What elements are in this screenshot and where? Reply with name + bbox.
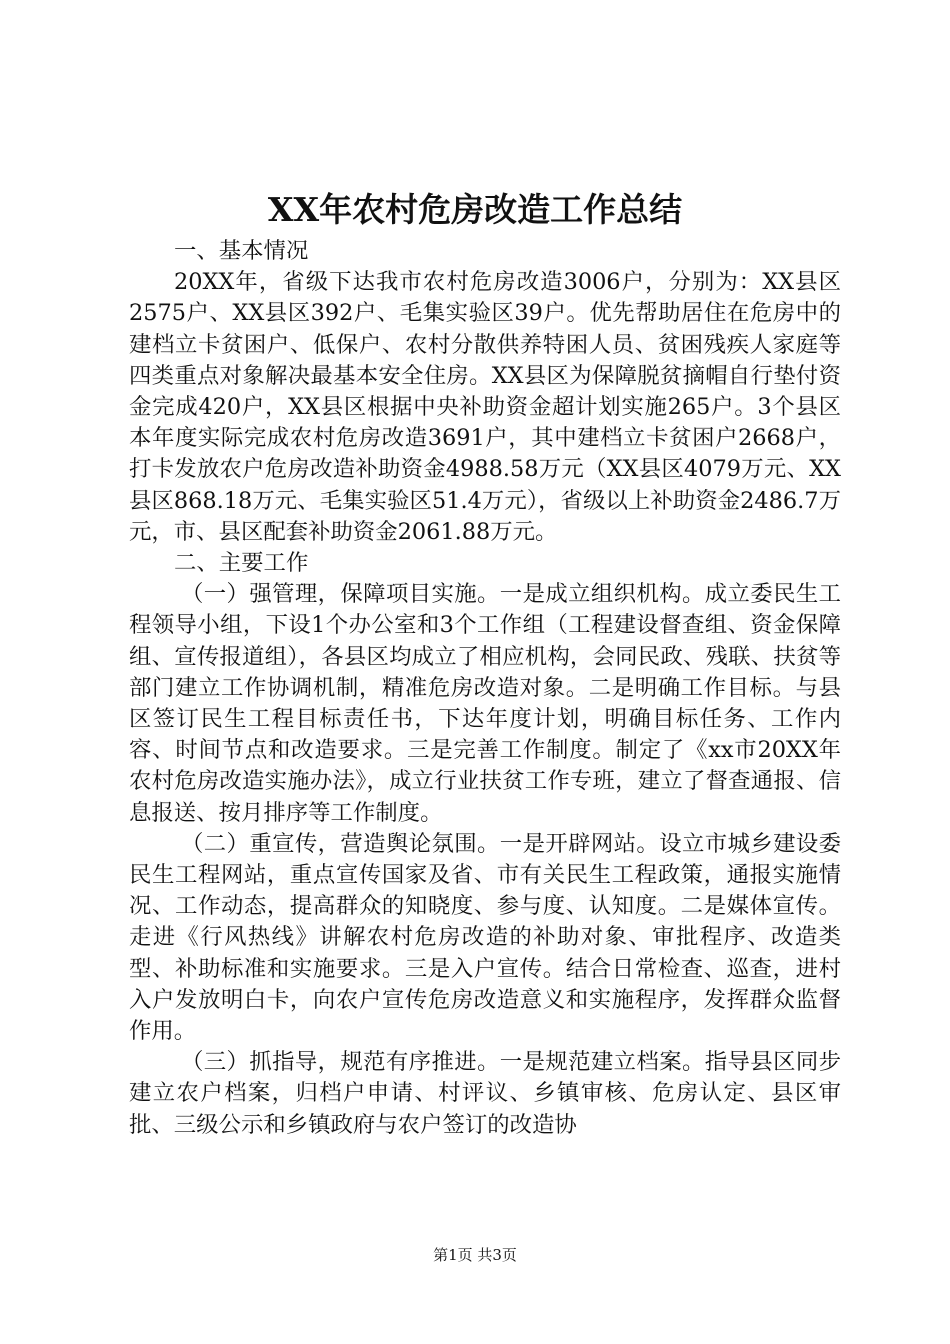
section-heading: 一、基本情况 — [174, 238, 309, 264]
section-heading: 二、主要工作 — [174, 550, 309, 577]
paragraph-management: （一）强管理，保障项目实施。一是成立组织机构。成立委民生工程领导小组，下设1个办公室和3个工作组（工程建设督查组、资金保障组、宣传报道组），各县区均成立了相应机构，会同民政、残联、扶贫等部门建立工作协调机制，精准危房改造对象。二是明确工作目标。与县区签订民生工程目标责任书，下达年度计划，明确目标任务、工作内容、时间节点和改造要求。三是完善工作制度。制定了《xx市20XX年农村危房改造实施办法》，成立行业扶贫工作专班，建立了督查通报、信息报送、按月排序等工作制度。 — [129, 581, 841, 826]
document-title: XX年农村危房改造工作总结 — [267, 190, 683, 229]
document-body — [129, 236, 841, 1141]
page-footer: 第1页 共3页 — [433, 1246, 517, 1264]
paragraph-publicity: （二）重宣传，营造舆论氛围。一是开辟网站。设立市城乡建设委民生工程网站，重点宣传国家及省、市有关民生工程政策，通报实施情况、工作动态，提高群众的知晓度、参与度、认知度。二是媒体宣传。走进《行风热线》讲解农村危房改造的补助对象、审批程序、改造类型、补助标准和实施要求。三是入户宣传。结合日常检查、巡查，进村入户发放明白卡，向农户宣传危房改造意义和实施程序，发挥群众监督作用。 — [129, 830, 841, 1045]
paragraph-basic-info: 20XX年，省级下达我市农村危房改造3006户，分别为：XX县区2575户、XX县区392户、毛集实验区39户。优先帮助居住在危房中的建档立卡贫困户、低保户、农村分散供养特困人员、贫困残疾人家庭等四类重点对象解决最基本安全住房。XX县区为保障脱贫摘帽自行垫付资金完成420户，XX县区根据中央补助资金超计划实施265户。3个县区本年度实际完成农村危房改造3691户，其中建档立卡贫困户2668户，打卡发放农户危房改造补助资金4988.58万元（XX县区4079万元、XX县区868.18万元、毛集实验区51.4万元），省级以上补助资金2486.7万元，市、县区配套补助资金2061.88万元。 — [129, 269, 841, 545]
paragraph-guidance: （三）抓指导，规范有序推进。一是规范建立档案。指导县区同步建立农户档案，归档户申请、村评议、乡镇审核、危房认定、县区审批、三级公示和乡镇政府与农户签订的改造协 — [129, 1049, 841, 1138]
